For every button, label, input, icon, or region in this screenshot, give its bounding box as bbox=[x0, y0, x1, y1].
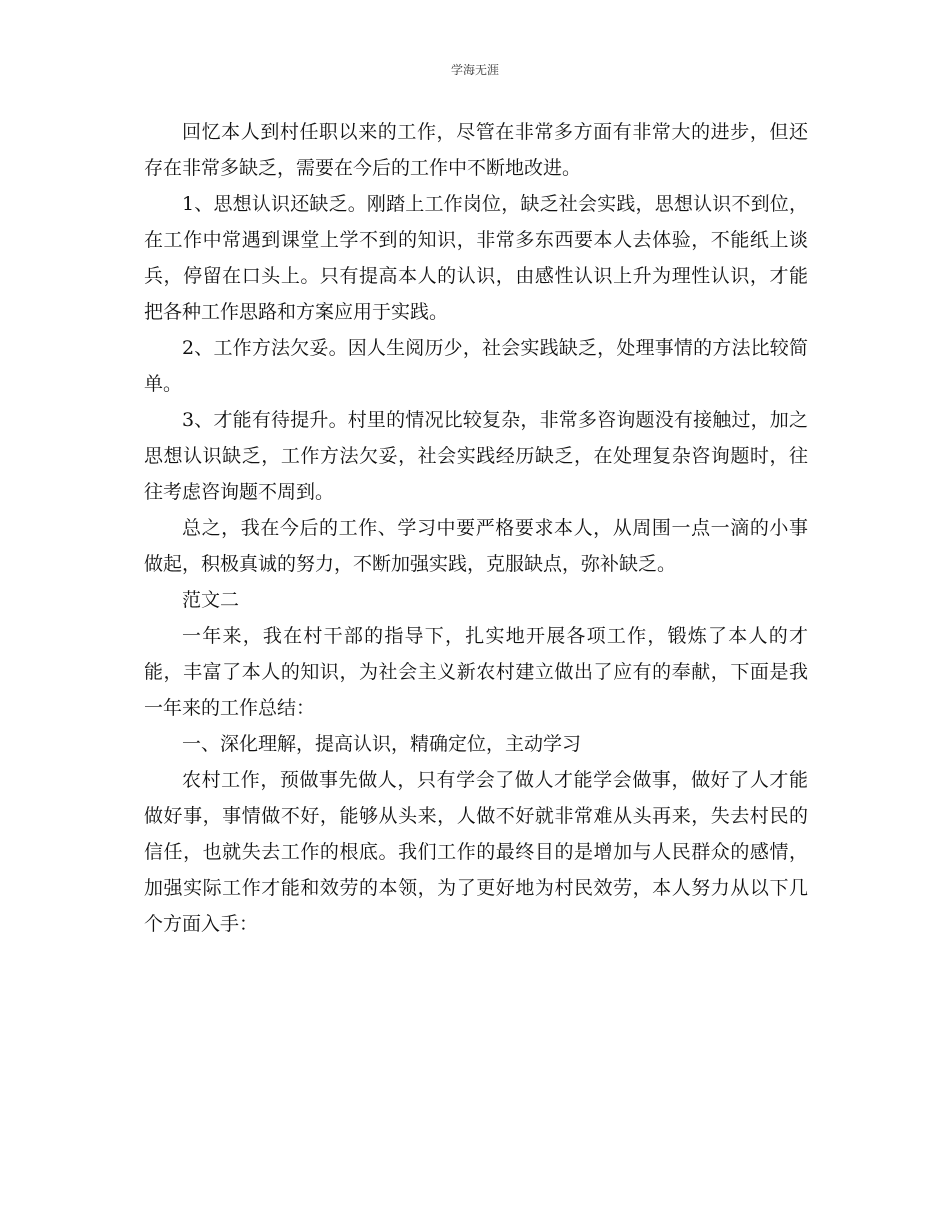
page-header: 学海无涯 bbox=[450, 63, 499, 77]
paragraph-conclusion: 总之，我在今后的工作、学习中要严格要求本人，从周围一点一滴的小事做起，积极真诚的努力，不断加强实践，克服缺点，弥补缺乏。 bbox=[144, 517, 808, 575]
paragraph-point-1: 1、思想认识还缺乏。刚踏上工作岗位，缺乏社会实践，思想认识不到位，在工作中常遇到课堂上学不到的知识，非常多东西要本人去体验，不能纸上谈兵，停留在口头上。只有提高本人的认识，由感性认识上升为理性认识，才能把各种工作思路和方案应用于实践。 bbox=[144, 193, 808, 323]
document-body bbox=[144, 114, 808, 942]
section-heading-sample-two: 范文二 bbox=[182, 589, 240, 611]
paragraph-point-3: 3、才能有待提升。村里的情况比较复杂，非常多咨询题没有接触过，加之思想认识缺乏，工作方法欠妥，社会实践经历缺乏，在处理复杂咨询题时，往往考虑咨询题不周到。 bbox=[144, 409, 808, 503]
paragraph-point-2: 2、工作方法欠妥。因人生阅历少，社会实践缺乏，处理事情的方法比较简单。 bbox=[144, 337, 808, 395]
section-heading-one: 一、深化理解，提高认识，精确定位，主动学习 bbox=[182, 733, 582, 755]
paragraph-review: 回忆本人到村任职以来的工作，尽管在非常多方面有非常大的进步，但还存在非常多缺乏，需要在今后的工作中不断地改进。 bbox=[144, 121, 808, 179]
paragraph-intro: 一年来，我在村干部的指导下，扎实地开展各项工作，锻炼了本人的才能，丰富了本人的知识，为社会主义新农村建立做出了应有的奉献，下面是我一年来的工作总结： bbox=[144, 625, 808, 719]
paragraph-rural-work: 农村工作，预做事先做人，只有学会了做人才能学会做事，做好了人才能做好事，事情做不好，能够从头来，人做不好就非常难从头再来，失去村民的信任，也就失去工作的根底。我们工作的最终目的是增加与人民群众的感情，加强实际工作才能和效劳的本领，为了更好地为村民效劳，本人努力从以下几个方面入手： bbox=[144, 769, 808, 935]
